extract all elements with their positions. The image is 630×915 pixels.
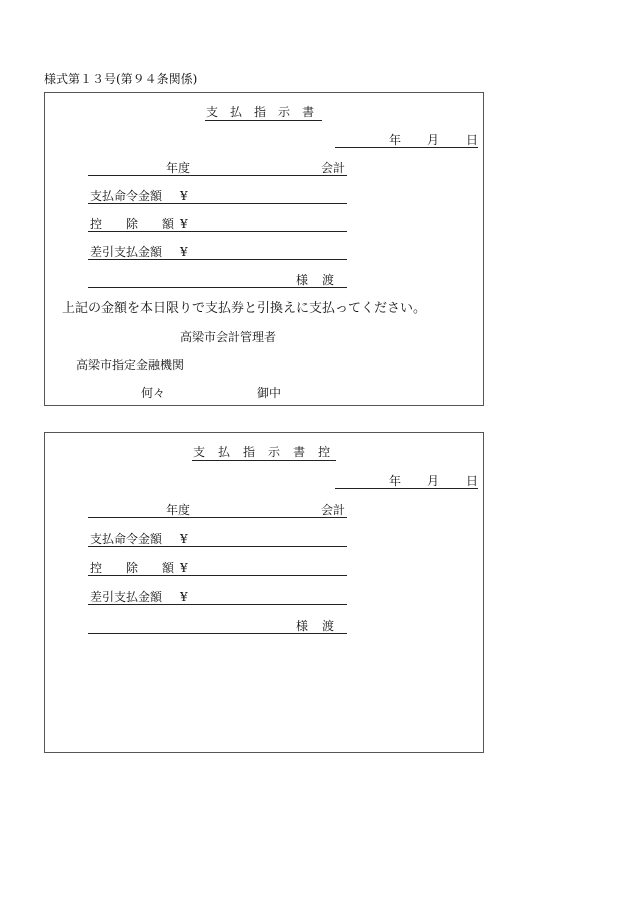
account-label: 会計 bbox=[321, 503, 346, 517]
date-underline bbox=[335, 147, 478, 148]
net-payment-amount-underline bbox=[88, 604, 347, 605]
fiscal-year-underline bbox=[88, 175, 347, 176]
date-month: 月 bbox=[427, 133, 440, 147]
deduction-amount-label: 控 除 額 bbox=[90, 217, 175, 231]
net-payment-amount-underline bbox=[88, 259, 347, 260]
deduction-amount-underline bbox=[88, 575, 347, 576]
date-month: 月 bbox=[427, 474, 440, 488]
addressee: 何々 bbox=[141, 386, 166, 400]
fiscal-year-label: 年度 bbox=[166, 161, 191, 175]
yen-sign: ¥ bbox=[180, 532, 188, 546]
yen-sign: ¥ bbox=[180, 245, 188, 259]
designated-bank: 高梁市指定金融機関 bbox=[76, 358, 185, 372]
payment-order-amount-underline bbox=[88, 203, 347, 204]
fiscal-year-label: 年度 bbox=[166, 503, 191, 517]
deduction-amount-underline bbox=[88, 231, 347, 232]
date-day: 日 bbox=[466, 133, 479, 147]
yen-sign: ¥ bbox=[180, 217, 188, 231]
form-title: 支 払 指 示 書 bbox=[206, 105, 315, 119]
payment-order-amount-label: 支払命令金額 bbox=[90, 532, 163, 546]
date-year: 年 bbox=[389, 133, 402, 147]
yen-sign: ¥ bbox=[180, 561, 188, 575]
payee-sama-label: 様 渡 bbox=[296, 273, 335, 287]
title-underline bbox=[205, 120, 322, 121]
payee-underline bbox=[88, 633, 347, 634]
date-underline bbox=[335, 488, 478, 489]
net-payment-amount-label: 差引支払金額 bbox=[90, 590, 163, 604]
date-day: 日 bbox=[466, 474, 479, 488]
date-year: 年 bbox=[389, 474, 402, 488]
fiscal-year-underline bbox=[88, 517, 347, 518]
account-label: 会計 bbox=[321, 161, 346, 175]
payee-sama-label: 様 渡 bbox=[296, 619, 335, 633]
form-number: 様式第１３号(第９４条関係) bbox=[44, 72, 198, 86]
deduction-amount-label: 控 除 額 bbox=[90, 561, 175, 575]
issuer-name: 高梁市会計管理者 bbox=[180, 330, 277, 344]
net-payment-amount-label: 差引支払金額 bbox=[90, 245, 163, 259]
instruction-text: 上記の金額を本日限りで支払券と引換えに支払ってください。 bbox=[62, 301, 427, 316]
form-copy-title: 支 払 指 示 書 控 bbox=[193, 445, 331, 459]
title-underline bbox=[192, 460, 336, 461]
payment-order-amount-underline bbox=[88, 546, 347, 547]
payee-underline bbox=[88, 287, 347, 288]
yen-sign: ¥ bbox=[180, 590, 188, 604]
onchu-label: 御中 bbox=[257, 386, 282, 400]
yen-sign: ¥ bbox=[180, 189, 188, 203]
payment-order-amount-label: 支払命令金額 bbox=[90, 189, 163, 203]
